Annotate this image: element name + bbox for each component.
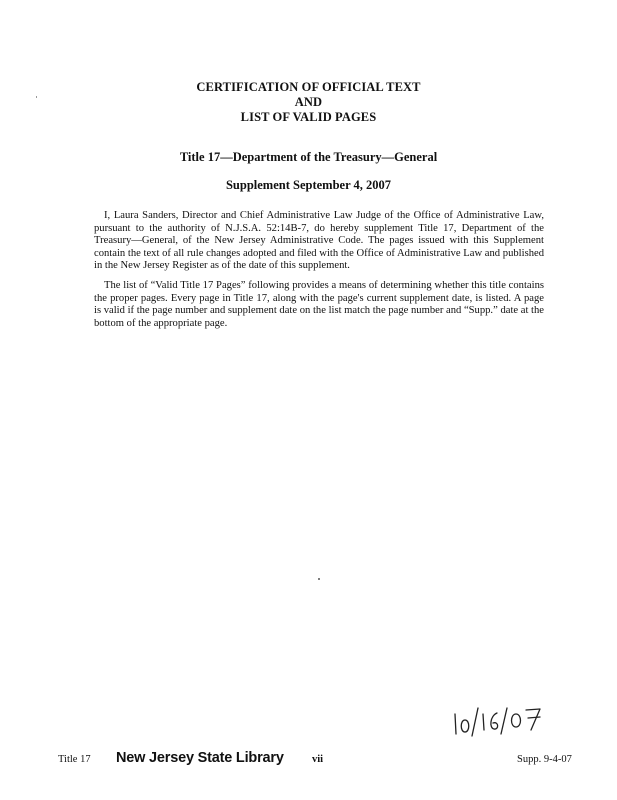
certification-paragraph: I, Laura Sanders, Director and Chief Administrative Law Judge of the Office of Administrative Law, pursuant to the authority of N.J.S.A. 52:14B-7, do hereby supplement Title 17, Department of the Treasury—General, of the New Jersey Administrative Code. The pages issued with this Supplement contain the text of all rule changes adopted and filed with the Office of Administrative Law and published in the New Jersey Register as of the date of this supplement. xyxy=(94,210,544,272)
title-line: Title 17—Department of the Treasury—General xyxy=(179,150,438,164)
heading-line-1: CERTIFICATION OF OFFICIAL TEXT xyxy=(196,80,421,94)
body-text xyxy=(94,210,544,337)
supplement-line: Supplement September 4, 2007 xyxy=(225,178,392,192)
heading-line-3: LIST OF VALID PAGES xyxy=(240,110,377,124)
footer-title: Title 17 xyxy=(58,754,91,765)
valid-pages-paragraph: The list of “Valid Title 17 Pages” following provides a means of determining whether this title contains the proper pages. Every page in Title 17, along with the page's current supplement date, is listed. A page is valid if the page number and supplement date on the list match the page number and “Supp.” date at the bottom of the appropriate page. xyxy=(94,279,544,329)
library-stamp: New Jersey State Library xyxy=(116,750,284,766)
heading-line-2: AND xyxy=(294,95,323,109)
page-number: vii xyxy=(312,754,324,765)
footer-supplement-date: Supp. 9-4-07 xyxy=(517,754,572,765)
scan-speck xyxy=(318,578,320,580)
certification-heading xyxy=(0,80,617,125)
handwritten-date-signature xyxy=(448,700,558,740)
